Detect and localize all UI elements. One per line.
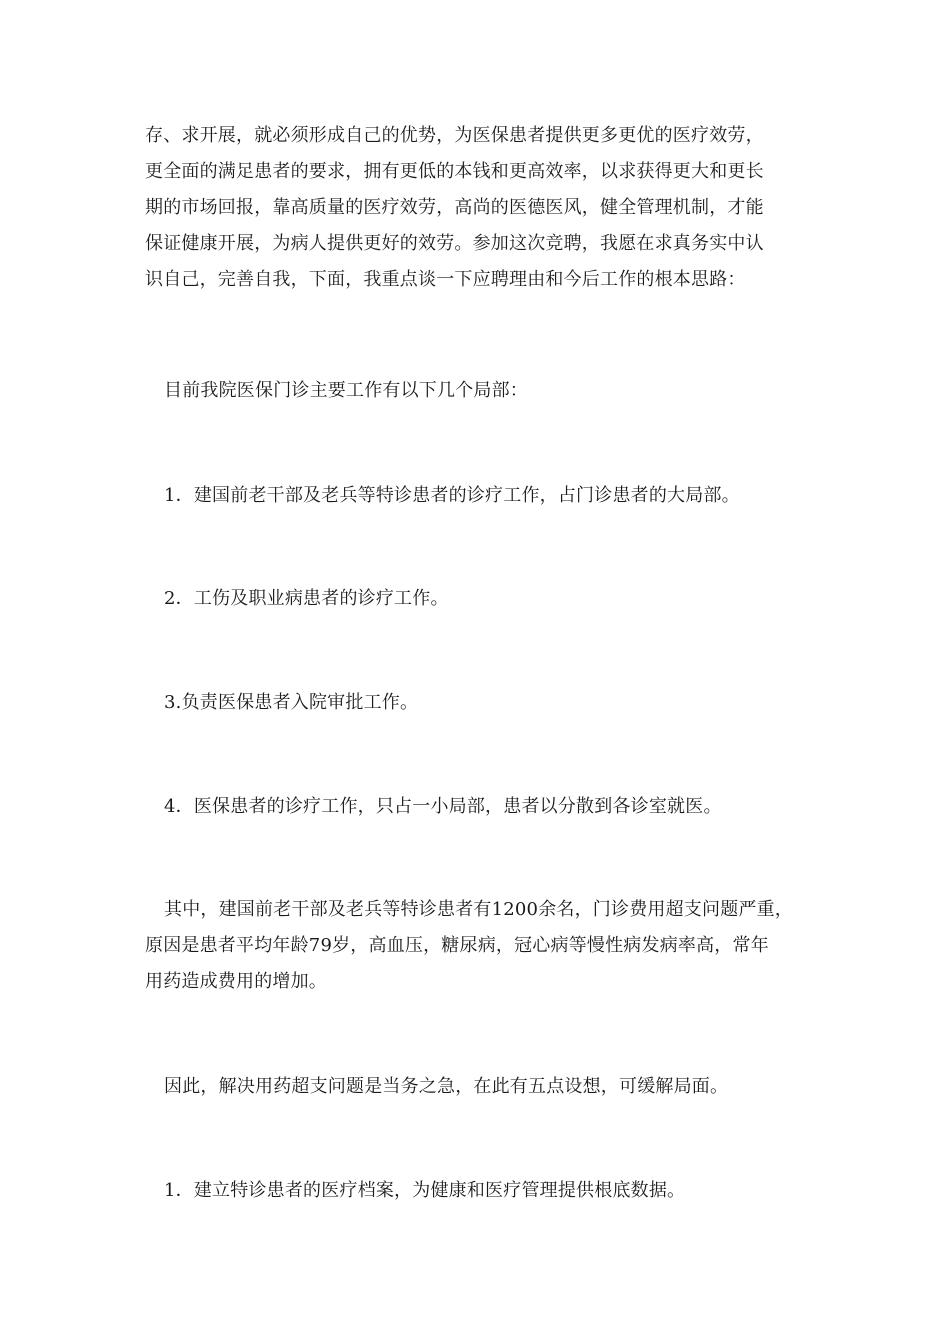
- intro-line: 保证健康开展，为病人提供更好的效劳。参加这次竞聘，我愿在求真务实中认: [145, 233, 764, 254]
- analysis-line: 原因是患者平均年龄79岁，高血压，糖尿病，冠心病等慢性病发病率高，常年: [145, 935, 769, 956]
- list-item: 1．建国前老干部及老兵等特诊患者的诊疗工作，占门诊患者的大局部。: [164, 485, 740, 506]
- intro-line: 更全面的满足患者的要求，拥有更低的本钱和更高效率，以求获得更大和更长: [145, 161, 764, 182]
- list-item: 2．工伤及职业病患者的诊疗工作。: [164, 588, 449, 609]
- proposal-item: 1．建立特诊患者的医疗档案，为健康和医疗管理提供根底数据。: [164, 1180, 686, 1201]
- intro-line: 存、求开展，就必须形成自己的优势，为医保患者提供更多更优的医疗效劳，: [145, 125, 764, 146]
- intro-line: 期的市场回报，靠高质量的医疗效劳，高尚的医德医风，健全管理机制，才能: [145, 197, 764, 218]
- list-item: 4．医保患者的诊疗工作，只占一小局部，患者以分散到各诊室就医。: [164, 796, 722, 817]
- list-item: 3.负责医保患者入院审批工作。: [164, 692, 419, 713]
- proposal-intro: 因此，解决用药超支问题是当务之急，在此有五点设想，可缓解局面。: [164, 1076, 729, 1097]
- analysis-line: 其中，建国前老干部及老兵等特诊患者有1200余名，门诊费用超支问题严重，: [164, 899, 794, 920]
- intro-line: 识自己，完善自我，下面，我重点谈一下应聘理由和今后工作的根本思路：: [145, 269, 746, 290]
- section-heading: 目前我院医保门诊主要工作有以下几个局部：: [164, 380, 528, 401]
- analysis-line: 用药造成费用的增加。: [145, 971, 327, 992]
